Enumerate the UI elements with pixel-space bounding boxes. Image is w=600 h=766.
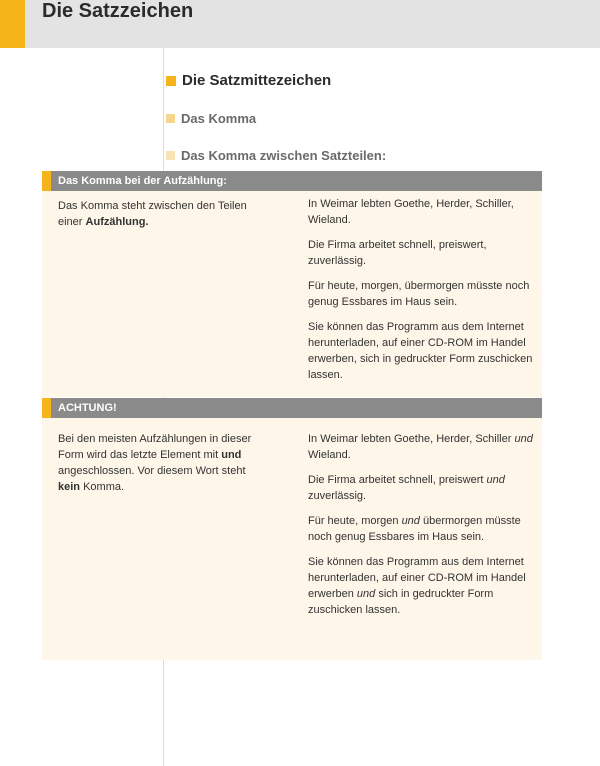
example-sentence: Für heute, morgen und übermorgen müsste noch genug Essbares im Haus sein. — [308, 515, 521, 543]
heading-level-3 — [166, 148, 386, 163]
rule-box-achtung — [42, 418, 542, 660]
section-bar-accent — [42, 398, 51, 418]
example-sentence: Die Firma arbeitet schnell, preiswert, zuverlässig. — [308, 239, 487, 267]
heading-level-2-text: Das Komma — [181, 111, 257, 126]
example-list — [308, 431, 536, 618]
heading-marker-icon — [166, 76, 176, 86]
rule-box-aufzaehlung — [42, 191, 542, 397]
header-accent — [0, 0, 25, 48]
example-list — [308, 196, 536, 383]
example-sentence: In Weimar lebten Goethe, Herder, Schiller, Wieland. — [308, 198, 514, 226]
page-title: Die Satzzeichen — [42, 0, 194, 22]
heading-level-3-text: Das Komma zwischen Satzteilen: — [181, 148, 387, 163]
example-sentence: Für heute, morgen, übermorgen müsste noch genug Essbares im Haus sein. — [308, 280, 530, 308]
rule-text: Das Komma steht zwischen den Teilen einer Aufzählung. — [58, 200, 247, 228]
heading-level-2 — [166, 111, 256, 126]
heading-marker-icon — [166, 114, 175, 123]
rule-text: Bei den meisten Aufzählungen in dieser Form wird das letzte Element mit und angeschlossen. Vor diesem Wort steht kein Komma. — [58, 433, 252, 493]
section-bar-label: Das Komma bei der Aufzählung: — [58, 175, 227, 187]
heading-level-1 — [166, 72, 331, 89]
heading-marker-icon — [166, 151, 175, 160]
example-sentence: In Weimar lebten Goethe, Herder, Schiller und Wieland. — [308, 433, 533, 461]
example-sentence: Sie können das Programm aus dem Internet herunterladen, auf einer CD-ROM im Handel erwerben, sich in gedruckter Form zuschicken lassen. — [308, 321, 533, 381]
example-sentence: Die Firma arbeitet schnell, preiswert und zuverlässig. — [308, 474, 505, 502]
example-sentence: Sie können das Programm aus dem Internet herunterladen, auf einer CD-ROM im Handel erwerben und sich in gedruckter Form zuschicken lassen. — [308, 556, 526, 616]
section-bar-accent — [42, 171, 51, 191]
section-bar-label: ACHTUNG! — [58, 402, 117, 414]
heading-level-1-text: Die Satzmittezeichen — [182, 72, 332, 89]
section-bar-aufzaehlung — [42, 171, 542, 191]
section-bar-achtung — [42, 398, 542, 418]
